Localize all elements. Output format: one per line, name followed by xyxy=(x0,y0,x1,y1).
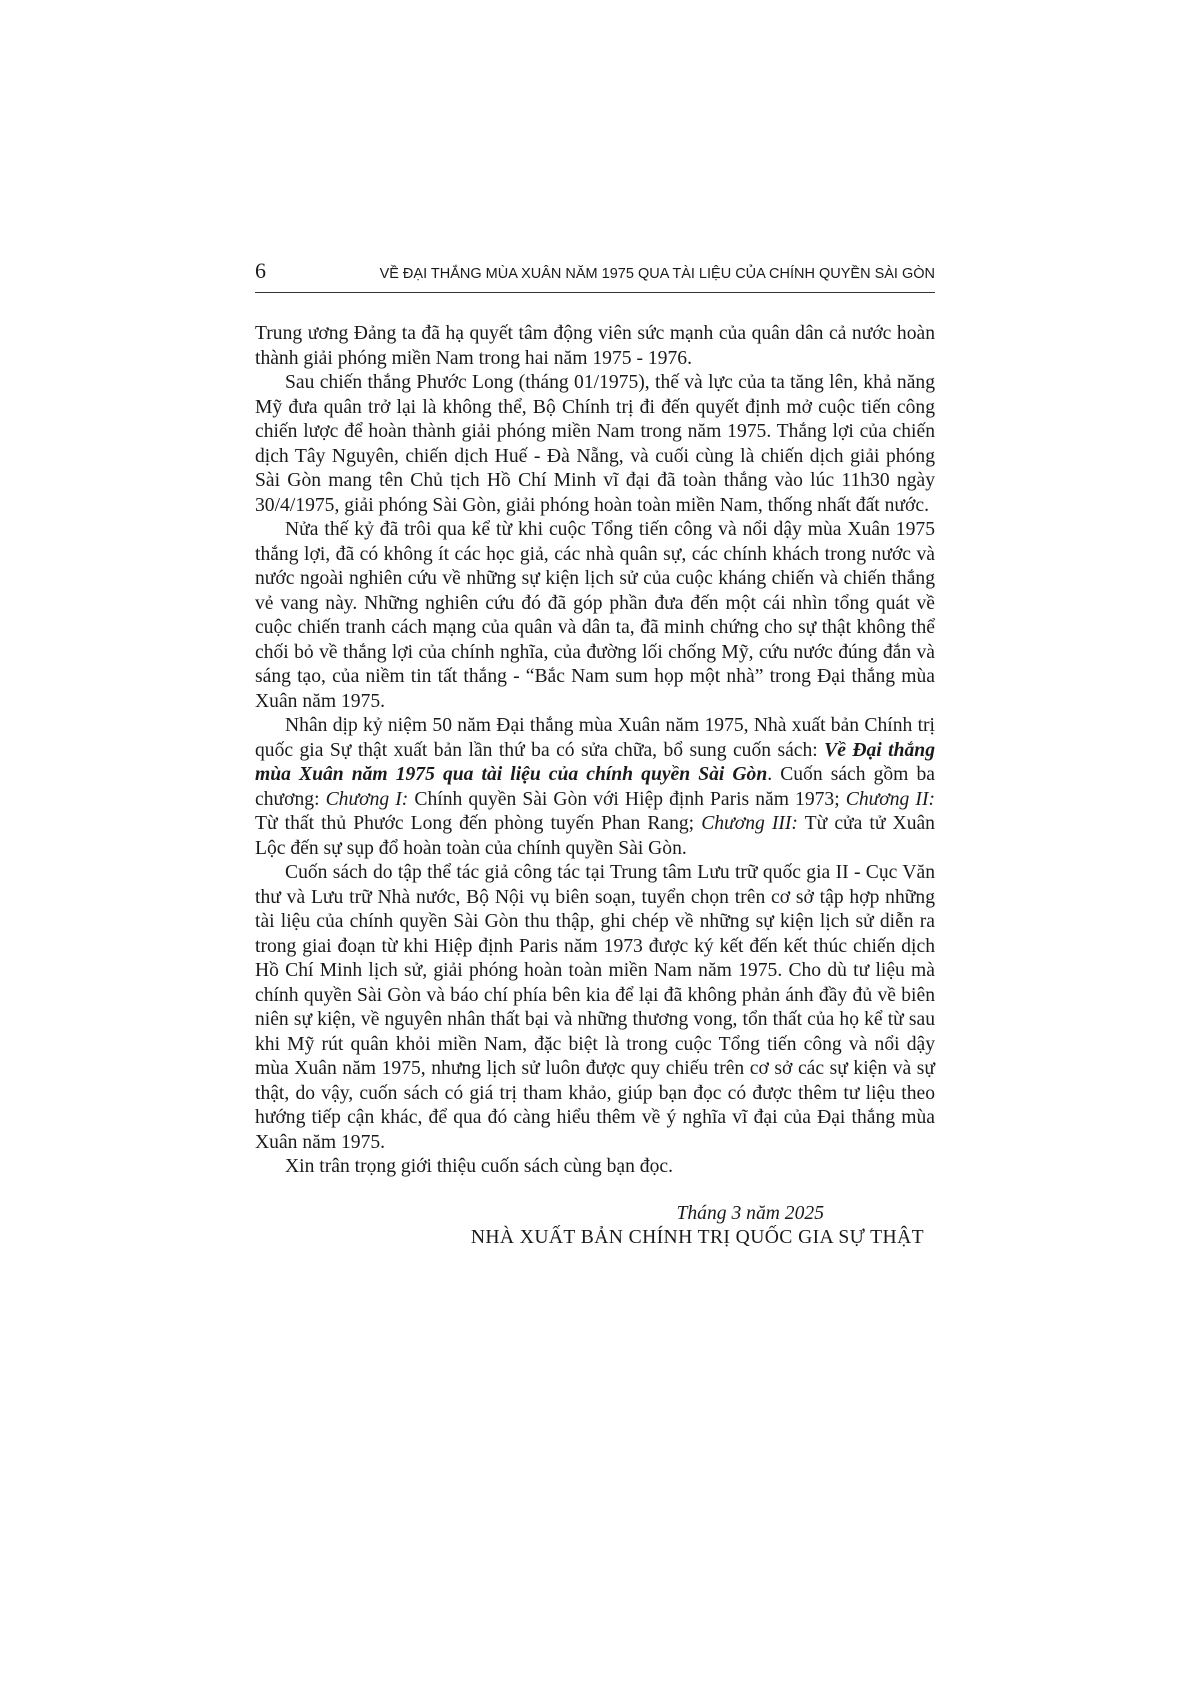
page-header xyxy=(255,258,935,287)
chapter-1-label: Chương I: xyxy=(325,788,409,810)
paragraph-4 xyxy=(255,714,935,861)
signature-date: Tháng 3 năm 2025 xyxy=(676,1202,824,1224)
paragraph-1: Trung ương Đảng ta đã hạ quyết tâm động viên sức mạnh của quân dân cả nước hoàn thành giải phóng miền Nam trong hai năm 1975 - 1976. xyxy=(255,323,935,369)
paragraph-4-intro: Nhân dịp kỷ niệm 50 năm Đại thắng mùa Xuân năm 1975, Nhà xuất bản Chính trị quốc gia Sự thật xuất bản lần thứ ba có sửa chữa, bổ sung cuốn sách: xyxy=(255,715,935,761)
book-title: Về Đại thắng mùa Xuân năm 1975 qua tài liệu của chính quyền Sài Gòn xyxy=(255,739,935,785)
paragraph-6: Xin trân trọng giới thiệu cuốn sách cùng bạn đọc. xyxy=(285,1156,673,1177)
chapter-3-text: Từ cửa tử Xuân Lộc đến sự sụp đổ hoàn toàn của chính quyền Sài Gòn. xyxy=(255,813,935,859)
signature-block xyxy=(255,1202,935,1251)
chapter-2-label: Chương II: xyxy=(845,788,935,810)
paragraph-5: Cuốn sách do tập thể tác giả công tác tại Trung tâm Lưu trữ quốc gia II - Cục Văn thư và Lưu trữ Nhà nước, Bộ Nội vụ biên soạn, tuyển chọn trên cơ sở tập hợp những tài liệu của chính quyền Sài Gòn thu thập, ghi chép về những sự kiện lịch sử diễn ra trong giai đoạn từ khi Hiệp định Paris năm 1973 được ký kết đến kết thúc chiến dịch Hồ Chí Minh lịch sử, giải phóng hoàn toàn miền Nam năm 1975. Cho dù tư liệu mà chính quyền Sài Gòn và báo chí phía bên kia để lại đã không phản ánh đầy đủ về biên niên sự kiện, về nguyên nhân thất bại và những thương vong, tổn thất của họ kể từ sau khi Mỹ rút quân khỏi miền Nam, đặc biệt là trong cuộc Tổng tiến công và nổi dậy mùa Xuân năm 1975, nhưng lịch sử luôn được quy chiếu trên cơ sở các sự kiện và sự thật, do vậy, cuốn sách có giá trị tham khảo, giúp bạn đọc có được thêm tư liệu theo hướng tiếp cận khác, để qua đó càng hiểu thêm về ý nghĩa vĩ đại của Đại thắng mùa Xuân năm 1975. xyxy=(255,862,935,1153)
paragraph-2: Sau chiến thắng Phước Long (tháng 01/1975), thế và lực của ta tăng lên, khả năng Mỹ đưa quân trở lại là không thể, Bộ Chính trị đi đến quyết định mở cuộc tiến công chiến lược để hoàn thành giải phóng miền Nam trong năm 1975. Thắng lợi của chiến dịch Tây Nguyên, chiến dịch Huế - Đà Nẵng, và cuối cùng là chiến dịch giải phóng Sài Gòn mang tên Chủ tịch Hồ Chí Minh vĩ đại đã toàn thắng vào lúc 11h30 ngày 30/4/1975, giải phóng Sài Gòn, giải phóng hoàn toàn miền Nam, thống nhất đất nước. xyxy=(255,372,935,516)
running-title: VỀ ĐẠI THẮNG MÙA XUÂN NĂM 1975 QUA TÀI LIỆU CỦA CHÍNH QUYỀN SÀI GÒN xyxy=(379,266,935,282)
paragraph-3: Nửa thế kỷ đã trôi qua kể từ khi cuộc Tổng tiến công và nổi dậy mùa Xuân 1975 thắng lợi, đã có không ít các học giả, các nhà quân sự, các chính khách trong nước và nước ngoài nghiên cứu về những sự kiện lịch sử của cuộc kháng chiến và chiến thắng vẻ vang này. Những nghiên cứu đó đã góp phần đưa đến một cái nhìn tổng quát về cuộc chiến tranh cách mạng của quân và dân ta, đã minh chứng cho sự thật không thể chối bỏ về thắng lợi của chính nghĩa, của đường lối chống Mỹ, cứu nước đúng đắn và sáng tạo, của niềm tin tất thắng - “Bắc Nam sum họp một nhà” trong Đại thắng mùa Xuân năm 1975. xyxy=(255,519,935,712)
paragraph-4-after-title: . Cuốn sách gồm ba chương: xyxy=(255,764,935,810)
signature-publisher: NHÀ XUẤT BẢN CHÍNH TRỊ QUỐC GIA SỰ THẬT xyxy=(470,1227,924,1248)
chapter-2-text: Từ thất thủ Phước Long đến phòng tuyến Phan Rang; xyxy=(255,813,702,834)
chapter-3-label: Chương III: xyxy=(701,813,798,834)
header-rule xyxy=(255,292,935,293)
chapter-1-text: Chính quyền Sài Gòn với Hiệp định Paris năm 1973; xyxy=(408,788,846,810)
page-number: 6 xyxy=(255,258,266,283)
body-text xyxy=(255,322,935,1251)
